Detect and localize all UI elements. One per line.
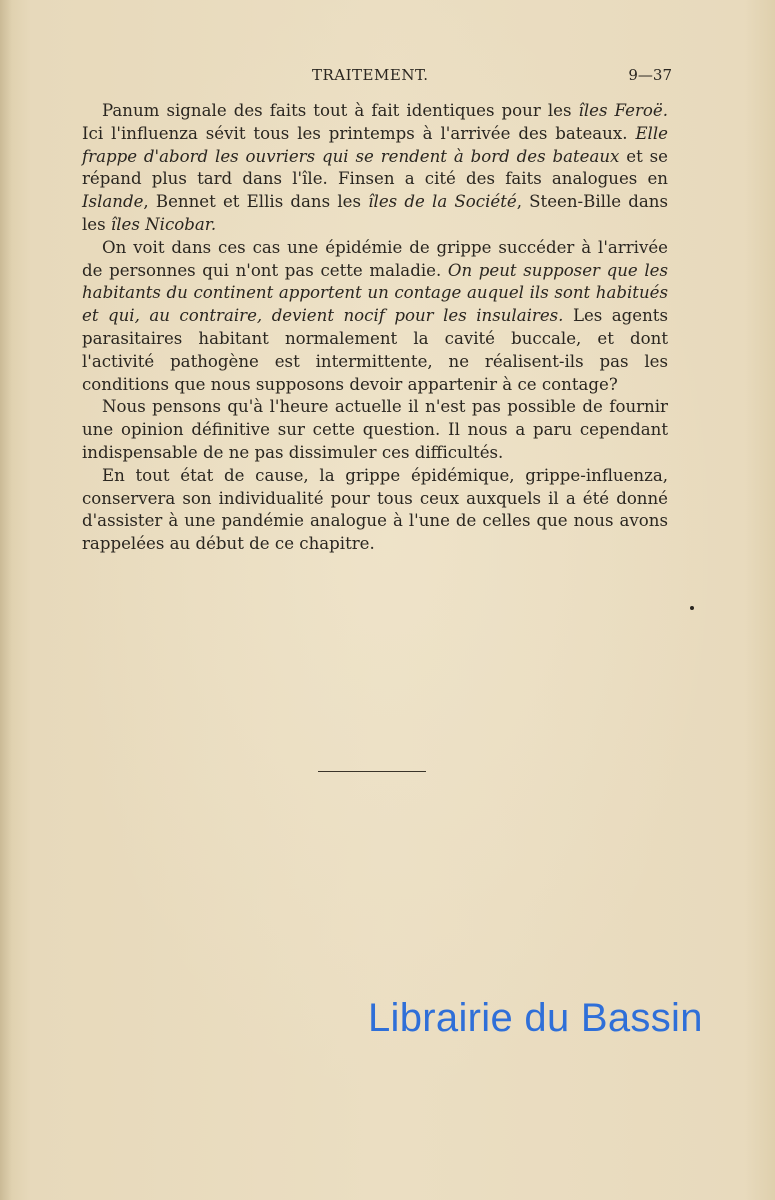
italic-text: Elle frappe d'abord les ouvriers qui se rendent à bord des bateaux xyxy=(82,123,668,166)
running-header xyxy=(80,66,672,90)
paragraph xyxy=(82,396,668,464)
text-run: Ici l'influenza sévit tous les printemps à l'arrivée des bateaux. xyxy=(82,123,636,143)
text-run: , Steen-Bille dans les xyxy=(82,192,668,234)
italic-text: On peut supposer que les habitants du continent apportent un contage auquel ils sont habitués et qui, au contraire, devient nocif pour les insulaires. xyxy=(82,260,668,326)
text-run: Les agents parasitaires habitant normalement la cavité buccale, et dont l'activité pathogène est intermittente, ne réalisent-ils pas les conditions que nous supposons devoir appartenir à ce contage? xyxy=(82,306,668,394)
text-run: , Bennet et Ellis dans les xyxy=(143,192,369,212)
page-gutter-shadow xyxy=(0,0,12,1200)
text-run: En tout état de cause, la grippe épidémique, grippe-influenza, conservera son individualité pour tous ceux auxquels il a été donné d'assister à une pandémie analogue à l'une de celles que nous avons rappelées au début de ce chapitre. xyxy=(82,465,668,554)
running-title: TRAITEMENT. xyxy=(312,66,429,84)
paragraph xyxy=(82,100,668,237)
text-run: On voit dans ces cas une épidémie de grippe succéder à l'arrivée de personnes qui n'ont pas cette maladie. xyxy=(82,237,668,280)
paragraph xyxy=(82,237,668,397)
italic-text: îles de la Société xyxy=(368,192,517,212)
text-run: et se répand plus tard dans l'île. Finsen a cité des faits analogues en xyxy=(82,146,669,189)
text-run: Nous pensons qu'à l'heure actuelle il n'est pas possible de fournir une opinion définitive sur cette question. Il nous a paru cependant indispensable de ne pas dissimuler ces difficultés. xyxy=(82,397,668,462)
italic-text: Islande xyxy=(82,192,144,212)
section-end-rule xyxy=(318,771,426,772)
italic-text: îles Nicobar. xyxy=(110,214,217,234)
page-number: 9—37 xyxy=(628,66,672,84)
italic-text: îles Feroë. xyxy=(578,101,669,120)
ink-speck xyxy=(690,606,694,610)
watermark-text: Librairie du Bassin xyxy=(368,996,703,1040)
text-run: Panum signale des faits tout à fait identiques pour les xyxy=(102,101,579,120)
body-text xyxy=(82,100,668,556)
paragraph xyxy=(82,465,668,556)
